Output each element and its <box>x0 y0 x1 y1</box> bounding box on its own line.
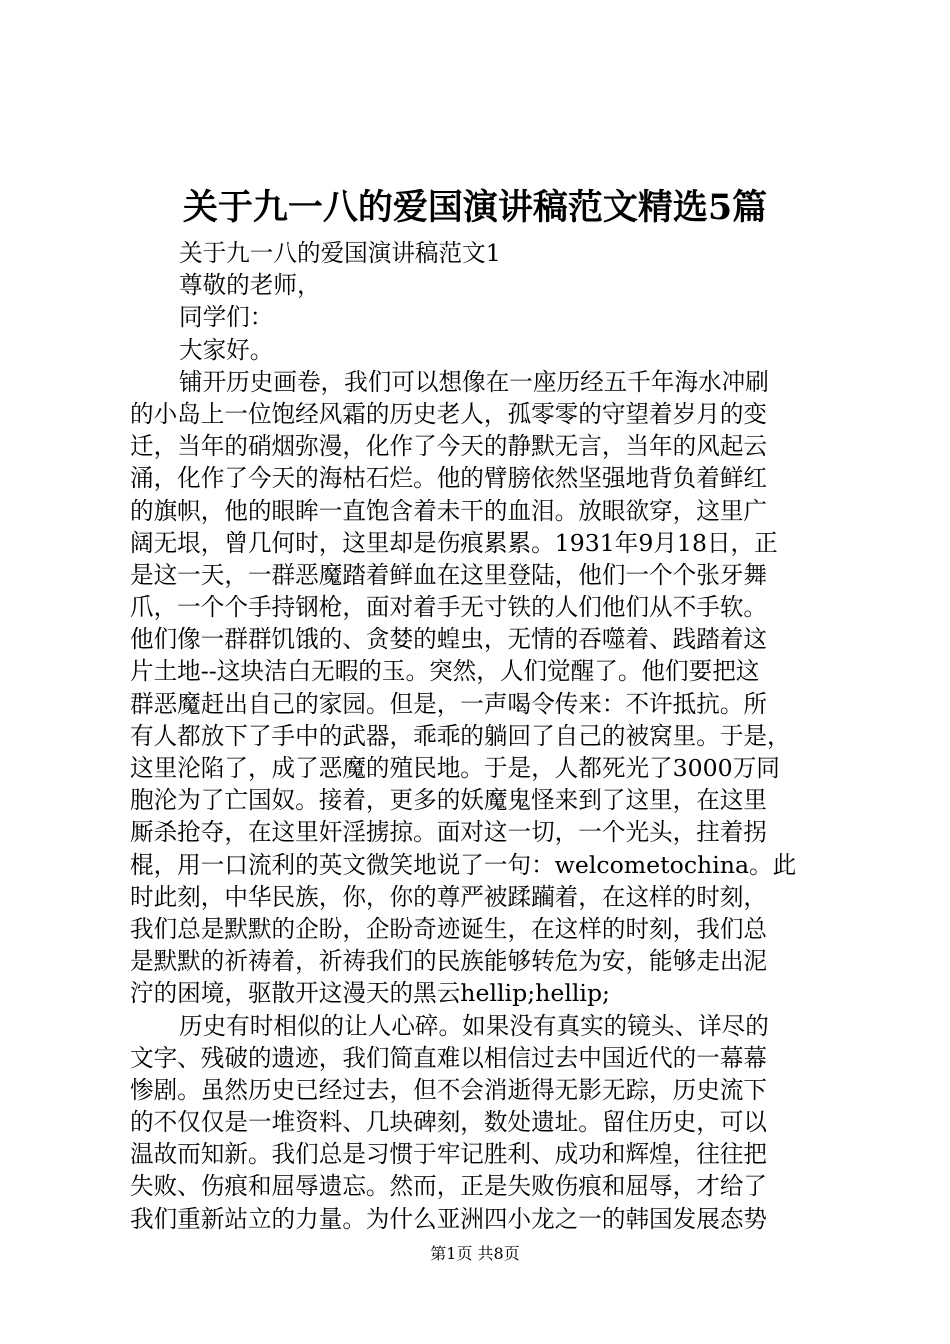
body-line: 大家好。 <box>179 335 274 364</box>
body-line: 群恶魔赶出自己的家园。但是，一声喝令传来：不许抵抗。所 <box>130 689 768 718</box>
body-line: 惨剧。虽然历史已经过去，但不会消逝得无影无踪，历史流下 <box>130 1075 768 1104</box>
body-line: 阔无垠，曾几何时，这里却是伤痕累累。1931年9月18日，正 <box>130 528 778 557</box>
body-line: 棍，用一口流利的英文微笑地说了一句：welcometochina。此 <box>130 850 797 879</box>
body-line: 关于九一八的爱国演讲稿范文1 <box>179 239 501 267</box>
body-line: 温故而知新。我们总是习惯于牢记胜利、成功和辉煌，往往把 <box>130 1140 768 1169</box>
body-line: 的不仅仅是一堆资料、几块碑刻，数处遗址。留住历史，可以 <box>130 1108 768 1137</box>
body-line: 我们重新站立的力量。为什么亚洲四小龙之一的韩国发展态势 <box>130 1204 768 1233</box>
body-line: 失败、伤痕和屈辱遗忘。然而，正是失败伤痕和屈辱，才给了 <box>130 1172 768 1201</box>
body-line: 的旗帜，他的眼眸一直饱含着未干的血泪。放眼欲穿，这里广 <box>130 496 768 525</box>
body-line: 的小岛上一位饱经风霜的历史老人，孤零零的守望着岁月的变 <box>130 399 768 428</box>
body-line: 是这一天，一群恶魔踏着鲜血在这里登陆，他们一个个张牙舞 <box>130 560 768 589</box>
body-line: 同学们： <box>179 303 274 332</box>
body-line: 厮杀抢夺，在这里奸淫掳掠。面对这一切，一个光头，拄着拐 <box>130 818 768 847</box>
body-line: 有人都放下了手中的武器，乖乖的躺回了自己的被窝里。于是， <box>130 721 791 750</box>
body-line: 他们像一群群饥饿的、贪婪的蝗虫，无情的吞噬着、践踏着这 <box>130 625 768 654</box>
body-line: 爪，一个个手持钢枪，面对着手无寸铁的人们他们从不手软。 <box>130 593 768 622</box>
body-line: 这里沦陷了，成了恶魔的殖民地。于是，人都死光了3000万同 <box>130 754 780 782</box>
body-line: 历史有时相似的让人心碎。如果没有真实的镜头、详尽的 <box>179 1011 769 1040</box>
body-line: 时此刻，中华民族，你，你的尊严被蹂躏着，在这样的时刻， <box>130 882 768 911</box>
body-line: 文字、残破的遗迹，我们简直难以相信过去中国近代的一幕幕 <box>130 1043 768 1072</box>
body-line: 片土地--这块洁白无暇的玉。突然，人们觉醒了。他们要把这 <box>130 657 760 686</box>
body-line: 尊敬的老师， <box>179 271 321 300</box>
body-line: 泞的困境，驱散开这漫天的黑云hellip;hellip; <box>130 979 611 1008</box>
document-body <box>130 237 830 1235</box>
body-line: 胞沦为了亡国奴。接着，更多的妖魔鬼怪来到了这里，在这里 <box>130 786 768 815</box>
body-line: 铺开历史画卷，我们可以想像在一座历经五千年海水冲刷 <box>179 367 769 396</box>
body-line: 我们总是默默的企盼，企盼奇迹诞生，在这样的时刻，我们总 <box>130 914 768 943</box>
document-title: 关于九一八的爱国演讲稿范文精选5篇 <box>182 187 768 228</box>
page-footer: 第1页 共8页 <box>430 1244 520 1263</box>
body-line: 迁，当年的硝烟弥漫，化作了今天的静默无言，当年的风起云 <box>130 432 768 461</box>
body-line: 是默默的祈祷着，祈祷我们的民族能够转危为安，能够走出泥 <box>130 947 768 976</box>
body-line: 涌，化作了今天的海枯石烂。他的臂膀依然坚强地背负着鲜红 <box>130 464 768 493</box>
